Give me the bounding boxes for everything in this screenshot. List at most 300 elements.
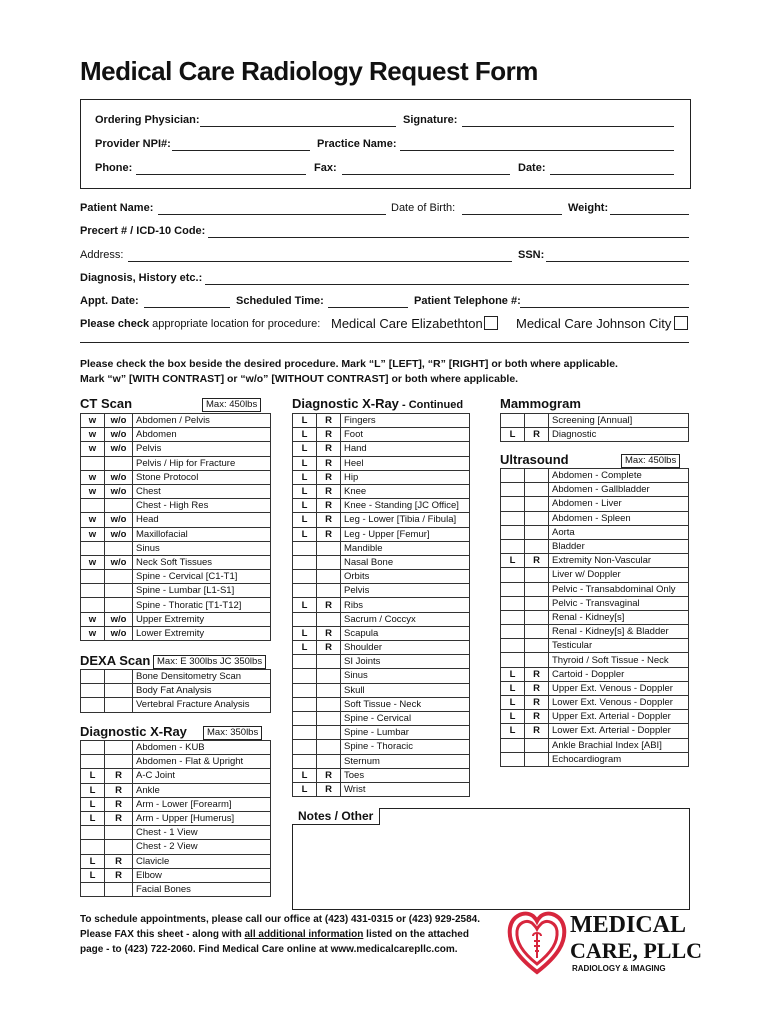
xray-continued-title	[292, 396, 463, 411]
xray-continued-mark-a[interactable]	[293, 711, 317, 725]
xray-continued-row	[293, 484, 470, 498]
ultrasound-mark-b[interactable]	[525, 738, 549, 752]
ultrasound-row	[501, 752, 689, 766]
xray-row	[81, 868, 271, 882]
ct-scan-mark-b[interactable]	[105, 456, 133, 470]
weight-field[interactable]	[610, 214, 689, 215]
xray-continued-row	[293, 513, 470, 527]
xray-continued-procedure-name: Scapula	[341, 626, 470, 640]
ultrasound-procedure-name: Renal - Kidney[s] & Bladder	[549, 625, 689, 639]
patient-telephone-field[interactable]	[520, 307, 689, 308]
scheduled-time-field[interactable]	[328, 307, 408, 308]
ct-scan-row	[81, 541, 271, 555]
ct-scan-procedure-name: Spine - Cervical [C1-T1]	[133, 570, 271, 584]
address-label: Address:	[80, 249, 124, 261]
xray-continued-mark-b[interactable]: R	[317, 527, 341, 541]
ultrasound-mark-a[interactable]	[501, 625, 525, 639]
diagnosis-label: Diagnosis, History etc.:	[80, 272, 203, 284]
xray-continued-row	[293, 555, 470, 569]
ct-scan-row	[81, 513, 271, 527]
xray-continued-mark-a[interactable]	[293, 555, 317, 569]
ultrasound-mark-b[interactable]: R	[525, 724, 549, 738]
dexa-mark-a[interactable]	[81, 698, 105, 712]
practice-name-field[interactable]	[400, 150, 674, 151]
xray-continued-mark-b[interactable]: R	[317, 513, 341, 527]
location-elizabethton-checkbox[interactable]	[484, 316, 498, 330]
ultrasound-mark-b[interactable]: R	[525, 710, 549, 724]
ct-scan-mark-a[interactable]	[81, 570, 105, 584]
xray-continued-mark-b[interactable]	[317, 726, 341, 740]
weight-label: Weight:	[568, 202, 609, 214]
ct-scan-mark-a[interactable]	[81, 598, 105, 612]
ct-scan-row	[81, 442, 271, 456]
xray-table	[80, 740, 271, 897]
xray-continued-mark-a[interactable]	[293, 612, 317, 626]
xray-continued-mark-a[interactable]: L	[293, 470, 317, 484]
appt-date-label: Appt. Date:	[80, 295, 139, 307]
dob-field[interactable]	[462, 214, 562, 215]
ct-scan-procedure-name: Neck Soft Tissues	[133, 555, 271, 569]
ultrasound-procedure-name: Cartoid - Doppler	[549, 667, 689, 681]
ordering-physician-field[interactable]	[200, 126, 396, 127]
xray-mark-b[interactable]: R	[105, 868, 133, 882]
ct-scan-row	[81, 598, 271, 612]
xray-continued-mark-a[interactable]: L	[293, 768, 317, 782]
ct-scan-mark-a[interactable]: w	[81, 513, 105, 527]
xray-row	[81, 840, 271, 854]
ct-scan-mark-b[interactable]	[105, 598, 133, 612]
xray-continued-mark-b[interactable]: R	[317, 428, 341, 442]
ultrasound-mark-b[interactable]: R	[525, 681, 549, 695]
xray-row	[81, 826, 271, 840]
ct-scan-mark-a[interactable]: w	[81, 428, 105, 442]
ultrasound-mark-a[interactable]	[501, 469, 525, 483]
xray-continued-mark-b[interactable]: R	[317, 768, 341, 782]
ultrasound-mark-a[interactable]	[501, 525, 525, 539]
mammogram-mark-b[interactable]: R	[525, 428, 549, 442]
ct-scan-mark-a[interactable]	[81, 499, 105, 513]
ct-scan-procedure-name: Stone Protocol	[133, 470, 271, 484]
mammogram-mark-a[interactable]: L	[501, 428, 525, 442]
address-field[interactable]	[128, 261, 512, 262]
ultrasound-mark-b[interactable]	[525, 469, 549, 483]
ultrasound-procedure-name: Ankle Brachial Index [ABI]	[549, 738, 689, 752]
xray-continued-mark-b[interactable]: R	[317, 626, 341, 640]
ct-scan-mark-b[interactable]	[105, 570, 133, 584]
xray-continued-mark-a[interactable]	[293, 541, 317, 555]
xray-mark-b[interactable]	[105, 826, 133, 840]
xray-continued-mark-b[interactable]	[317, 584, 341, 598]
ssn-label: SSN:	[518, 249, 545, 261]
ultrasound-mark-b[interactable]	[525, 596, 549, 610]
xray-continued-row	[293, 782, 470, 796]
xray-continued-mark-b[interactable]: R	[317, 456, 341, 470]
instructions-line1: Please check the box beside the desired procedure. Mark “L” [LEFT], “R” [RIGHT] or both where applicable.	[80, 358, 618, 370]
xray-procedure-name: Clavicle	[133, 854, 271, 868]
footer-line1: To schedule appointments, please call our office at (423) 431-0315 or (423) 929-2584.	[80, 914, 480, 925]
xray-continued-mark-a[interactable]: L	[293, 442, 317, 456]
xray-continued-mark-a[interactable]	[293, 740, 317, 754]
xray-continued-mark-a[interactable]	[293, 655, 317, 669]
ultrasound-procedure-name: Bladder	[549, 539, 689, 553]
ultrasound-procedure-name: Abdomen - Liver	[549, 497, 689, 511]
xray-continued-mark-b[interactable]	[317, 697, 341, 711]
provider-npi-label: Provider NPI#:	[95, 138, 171, 150]
xray-continued-mark-b[interactable]: R	[317, 442, 341, 456]
xray-continued-procedure-name: Sacrum / Coccyx	[341, 612, 470, 626]
xray-continued-procedure-name: Orbits	[341, 570, 470, 584]
xray-continued-mark-a[interactable]: L	[293, 598, 317, 612]
xray-continued-mark-b[interactable]: R	[317, 484, 341, 498]
location-johnson-city-label: Medical Care Johnson City	[516, 316, 672, 331]
ct-scan-row	[81, 428, 271, 442]
ct-scan-row	[81, 484, 271, 498]
dexa-max: Max: E 300lbs JC 350lbs	[153, 655, 266, 669]
mammogram-title: Mammogram	[500, 396, 581, 411]
xray-mark-a[interactable]: L	[81, 854, 105, 868]
ultrasound-mark-a[interactable]: L	[501, 667, 525, 681]
xray-procedure-name: A-C Joint	[133, 769, 271, 783]
xray-continued-row	[293, 612, 470, 626]
ct-scan-mark-b[interactable]: w/o	[105, 626, 133, 640]
ultrasound-row	[501, 539, 689, 553]
ultrasound-mark-b[interactable]: R	[525, 696, 549, 710]
xray-continued-row	[293, 626, 470, 640]
ultrasound-mark-a[interactable]	[501, 511, 525, 525]
dexa-row	[81, 698, 271, 712]
ct-scan-mark-a[interactable]: w	[81, 612, 105, 626]
ct-scan-mark-b[interactable]: w/o	[105, 442, 133, 456]
ct-scan-mark-b[interactable]: w/o	[105, 513, 133, 527]
ct-scan-mark-b[interactable]: w/o	[105, 612, 133, 626]
xray-continued-mark-a[interactable]: L	[293, 782, 317, 796]
ct-scan-mark-a[interactable]: w	[81, 484, 105, 498]
xray-row	[81, 854, 271, 868]
dob-label: Date of Birth:	[391, 202, 456, 214]
logo-subtitle: RADIOLOGY & IMAGING	[572, 964, 666, 973]
location-johnson-city-checkbox[interactable]	[674, 316, 688, 330]
ct-scan-procedure-name: Maxillofacial	[133, 527, 271, 541]
patient-name-field[interactable]	[158, 214, 386, 215]
ultrasound-mark-b[interactable]	[525, 568, 549, 582]
xray-continued-mark-b[interactable]	[317, 555, 341, 569]
footer-line2	[80, 927, 500, 942]
xray-title: Diagnostic X-Ray	[80, 724, 187, 739]
ct-scan-mark-b[interactable]: w/o	[105, 470, 133, 484]
xray-mark-b[interactable]	[105, 840, 133, 854]
ultrasound-mark-a[interactable]	[501, 596, 525, 610]
xray-continued-procedure-name: Leg - Lower [Tibia / Fibula]	[341, 513, 470, 527]
date-field[interactable]	[550, 174, 674, 175]
xray-continued-mark-b[interactable]	[317, 655, 341, 669]
phone-label: Phone:	[95, 162, 133, 174]
ultrasound-procedure-name: Renal - Kidney[s]	[549, 610, 689, 624]
ssn-field[interactable]	[546, 261, 689, 262]
ct-scan-procedure-name: Chest - High Res	[133, 499, 271, 513]
ultrasound-mark-b[interactable]	[525, 582, 549, 596]
xray-continued-row	[293, 527, 470, 541]
precert-label: Precert # / ICD-10 Code:	[80, 225, 206, 237]
xray-mark-a[interactable]	[81, 840, 105, 854]
ct-scan-mark-a[interactable]: w	[81, 555, 105, 569]
ct-scan-procedure-name: Chest	[133, 484, 271, 498]
xray-continued-mark-b[interactable]	[317, 754, 341, 768]
xray-continued-procedure-name: Foot	[341, 428, 470, 442]
ct-scan-mark-b[interactable]: w/o	[105, 484, 133, 498]
xray-mark-a[interactable]: L	[81, 797, 105, 811]
xray-continued-mark-a[interactable]: L	[293, 626, 317, 640]
xray-procedure-name: Abdomen - KUB	[133, 741, 271, 755]
ultrasound-mark-a[interactable]: L	[501, 681, 525, 695]
ultrasound-mark-a[interactable]	[501, 610, 525, 624]
ultrasound-mark-b[interactable]	[525, 483, 549, 497]
ultrasound-mark-b[interactable]: R	[525, 554, 549, 568]
xray-continued-mark-b[interactable]	[317, 612, 341, 626]
xray-mark-a[interactable]: L	[81, 783, 105, 797]
xray-continued-mark-b[interactable]: R	[317, 782, 341, 796]
ct-scan-row	[81, 626, 271, 640]
ct-scan-mark-a[interactable]: w	[81, 626, 105, 640]
xray-row	[81, 769, 271, 783]
xray-max: Max: 350lbs	[203, 726, 262, 740]
xray-mark-b[interactable]: R	[105, 783, 133, 797]
xray-continued-mark-b[interactable]: R	[317, 499, 341, 513]
dexa-mark-a[interactable]	[81, 670, 105, 684]
ct-scan-mark-b[interactable]	[105, 584, 133, 598]
footer-line2b: all additional information	[244, 929, 364, 940]
xray-continued-mark-b[interactable]	[317, 669, 341, 683]
ct-scan-mark-a[interactable]: w	[81, 414, 105, 428]
xray-continued-mark-a[interactable]: L	[293, 513, 317, 527]
ultrasound-mark-a[interactable]	[501, 639, 525, 653]
xray-mark-a[interactable]: L	[81, 868, 105, 882]
patient-telephone-label: Patient Telephone #:	[414, 295, 521, 307]
xray-continued-mark-a[interactable]	[293, 697, 317, 711]
ultrasound-row	[501, 582, 689, 596]
xray-continued-mark-b[interactable]: R	[317, 414, 341, 428]
xray-continued-mark-b[interactable]	[317, 740, 341, 754]
ultrasound-mark-a[interactable]	[501, 752, 525, 766]
xray-procedure-name: Elbow	[133, 868, 271, 882]
xray-mark-b[interactable]: R	[105, 797, 133, 811]
xray-mark-a[interactable]	[81, 755, 105, 769]
dexa-mark-b[interactable]	[105, 698, 133, 712]
ultrasound-mark-a[interactable]	[501, 483, 525, 497]
heart-logo-icon	[506, 906, 568, 976]
mammogram-row	[501, 414, 689, 428]
xray-mark-a[interactable]	[81, 826, 105, 840]
xray-continued-row	[293, 669, 470, 683]
ultrasound-mark-b[interactable]	[525, 752, 549, 766]
ultrasound-row	[501, 738, 689, 752]
mammogram-procedure-name: Diagnostic	[549, 428, 689, 442]
ct-scan-procedure-name: Sinus	[133, 541, 271, 555]
xray-continued-procedure-name: Pelvis	[341, 584, 470, 598]
xray-mark-a[interactable]	[81, 741, 105, 755]
mammogram-mark-a[interactable]	[501, 414, 525, 428]
ultrasound-mark-a[interactable]: L	[501, 696, 525, 710]
provider-npi-field[interactable]	[172, 150, 310, 151]
ct-scan-mark-b[interactable]: w/o	[105, 555, 133, 569]
xray-continued-mark-b[interactable]: R	[317, 598, 341, 612]
xray-continued-mark-a[interactable]	[293, 584, 317, 598]
xray-continued-procedure-name: Spine - Thoracic	[341, 740, 470, 754]
xray-mark-b[interactable]: R	[105, 769, 133, 783]
xray-continued-mark-a[interactable]: L	[293, 414, 317, 428]
mammogram-mark-b[interactable]	[525, 414, 549, 428]
ultrasound-mark-b[interactable]	[525, 497, 549, 511]
xray-continued-row	[293, 414, 470, 428]
ultrasound-mark-b[interactable]: R	[525, 667, 549, 681]
ultrasound-procedure-name: Testicular	[549, 639, 689, 653]
xray-continued-mark-a[interactable]	[293, 669, 317, 683]
ultrasound-mark-b[interactable]	[525, 653, 549, 667]
xray-mark-b[interactable]: R	[105, 854, 133, 868]
ultrasound-row	[501, 639, 689, 653]
ct-scan-mark-b[interactable]: w/o	[105, 527, 133, 541]
precert-field[interactable]	[208, 237, 689, 238]
xray-continued-row	[293, 598, 470, 612]
ultrasound-max: Max: 450lbs	[621, 454, 680, 468]
xray-continued-mark-b[interactable]	[317, 570, 341, 584]
ultrasound-mark-a[interactable]	[501, 497, 525, 511]
ct-scan-mark-b[interactable]: w/o	[105, 428, 133, 442]
ct-scan-mark-a[interactable]: w	[81, 442, 105, 456]
xray-continued-row	[293, 655, 470, 669]
ct-scan-mark-a[interactable]	[81, 584, 105, 598]
scheduled-time-label: Scheduled Time:	[236, 295, 324, 307]
xray-continued-procedure-name: Toes	[341, 768, 470, 782]
medical-care-logo	[506, 906, 703, 976]
xray-continued-mark-b[interactable]	[317, 541, 341, 555]
ultrasound-row	[501, 610, 689, 624]
xray-mark-a[interactable]: L	[81, 811, 105, 825]
mammogram-row	[501, 428, 689, 442]
xray-continued-row	[293, 499, 470, 513]
xray-procedure-name: Facial Bones	[133, 882, 271, 896]
xray-mark-a[interactable]	[81, 882, 105, 896]
fax-label: Fax:	[314, 162, 337, 174]
xray-continued-mark-a[interactable]: L	[293, 527, 317, 541]
ultrasound-mark-b[interactable]	[525, 625, 549, 639]
ultrasound-mark-b[interactable]	[525, 610, 549, 624]
diagnosis-field[interactable]	[205, 284, 689, 285]
xray-mark-b[interactable]	[105, 882, 133, 896]
xray-continued-mark-a[interactable]: L	[293, 456, 317, 470]
location-prompt-rest: appropriate location for procedure:	[149, 318, 321, 330]
ultrasound-mark-a[interactable]: L	[501, 554, 525, 568]
dexa-procedure-name: Bone Densitometry Scan	[133, 670, 271, 684]
ultrasound-mark-a[interactable]: L	[501, 710, 525, 724]
ct-scan-row	[81, 470, 271, 484]
ultrasound-row	[501, 554, 689, 568]
ultrasound-mark-b[interactable]	[525, 525, 549, 539]
appt-date-field[interactable]	[144, 307, 230, 308]
ct-scan-row	[81, 584, 271, 598]
xray-row	[81, 797, 271, 811]
xray-continued-mark-a[interactable]	[293, 726, 317, 740]
xray-continued-mark-a[interactable]: L	[293, 641, 317, 655]
dexa-mark-b[interactable]	[105, 684, 133, 698]
ultrasound-mark-a[interactable]	[501, 568, 525, 582]
ct-scan-mark-a[interactable]: w	[81, 527, 105, 541]
xray-continued-procedure-name: Spine - Cervical	[341, 711, 470, 725]
ultrasound-mark-a[interactable]	[501, 653, 525, 667]
ultrasound-row	[501, 724, 689, 738]
ultrasound-mark-a[interactable]: L	[501, 724, 525, 738]
ultrasound-row	[501, 681, 689, 695]
footer-line2c: listed on the attached	[363, 929, 469, 940]
ultrasound-procedure-name: Pelvic - Transabdominal Only	[549, 582, 689, 596]
xray-continued-mark-b[interactable]: R	[317, 470, 341, 484]
xray-continued-mark-a[interactable]: L	[293, 499, 317, 513]
ultrasound-mark-a[interactable]	[501, 738, 525, 752]
xray-continued-row	[293, 470, 470, 484]
instructions-line2: Mark “w” [WITH CONTRAST] or “w/o” [WITHOUT CONTRAST] or both where applicable.	[80, 373, 519, 385]
phone-field[interactable]	[136, 174, 306, 175]
ct-scan-table	[80, 413, 271, 641]
fax-field[interactable]	[342, 174, 510, 175]
ct-scan-mark-a[interactable]: w	[81, 470, 105, 484]
xray-row	[81, 741, 271, 755]
xray-continued-procedure-name: Soft Tissue - Neck	[341, 697, 470, 711]
signature-label: Signature:	[403, 114, 458, 126]
ultrasound-mark-b[interactable]	[525, 539, 549, 553]
ultrasound-procedure-name: Abdomen - Complete	[549, 469, 689, 483]
xray-continued-mark-b[interactable]	[317, 683, 341, 697]
xray-continued-mark-b[interactable]	[317, 711, 341, 725]
ct-scan-mark-a[interactable]	[81, 456, 105, 470]
ultrasound-row	[501, 568, 689, 582]
xray-continued-mark-a[interactable]: L	[293, 428, 317, 442]
xray-continued-row	[293, 683, 470, 697]
ct-scan-procedure-name: Pelvis	[133, 442, 271, 456]
xray-row	[81, 811, 271, 825]
xray-continued-mark-b[interactable]: R	[317, 641, 341, 655]
dexa-mark-a[interactable]	[81, 684, 105, 698]
ct-scan-mark-b[interactable]	[105, 541, 133, 555]
ultrasound-mark-a[interactable]	[501, 539, 525, 553]
xray-continued-mark-a[interactable]	[293, 683, 317, 697]
xray-continued-mark-a[interactable]	[293, 754, 317, 768]
ultrasound-procedure-name: Upper Ext. Venous - Doppler	[549, 681, 689, 695]
dexa-mark-b[interactable]	[105, 670, 133, 684]
xray-row	[81, 755, 271, 769]
ultrasound-mark-b[interactable]	[525, 511, 549, 525]
ultrasound-row	[501, 511, 689, 525]
xray-continued-procedure-name: Sinus	[341, 669, 470, 683]
ct-scan-mark-b[interactable]: w/o	[105, 414, 133, 428]
ultrasound-mark-a[interactable]	[501, 582, 525, 596]
xray-mark-b[interactable]	[105, 755, 133, 769]
ultrasound-mark-b[interactable]	[525, 639, 549, 653]
xray-continued-mark-a[interactable]: L	[293, 484, 317, 498]
signature-field[interactable]	[462, 126, 674, 127]
dexa-row	[81, 684, 271, 698]
xray-continued-mark-a[interactable]	[293, 570, 317, 584]
dexa-procedure-name: Body Fat Analysis	[133, 684, 271, 698]
ct-scan-mark-b[interactable]	[105, 499, 133, 513]
xray-procedure-name: Abdomen - Flat & Upright	[133, 755, 271, 769]
xray-mark-b[interactable]: R	[105, 811, 133, 825]
ct-scan-procedure-name: Abdomen	[133, 428, 271, 442]
ct-scan-procedure-name: Upper Extremity	[133, 612, 271, 626]
ct-scan-mark-a[interactable]	[81, 541, 105, 555]
practice-name-label: Practice Name:	[317, 138, 397, 150]
xray-continued-row	[293, 754, 470, 768]
xray-mark-a[interactable]: L	[81, 769, 105, 783]
xray-mark-b[interactable]	[105, 741, 133, 755]
